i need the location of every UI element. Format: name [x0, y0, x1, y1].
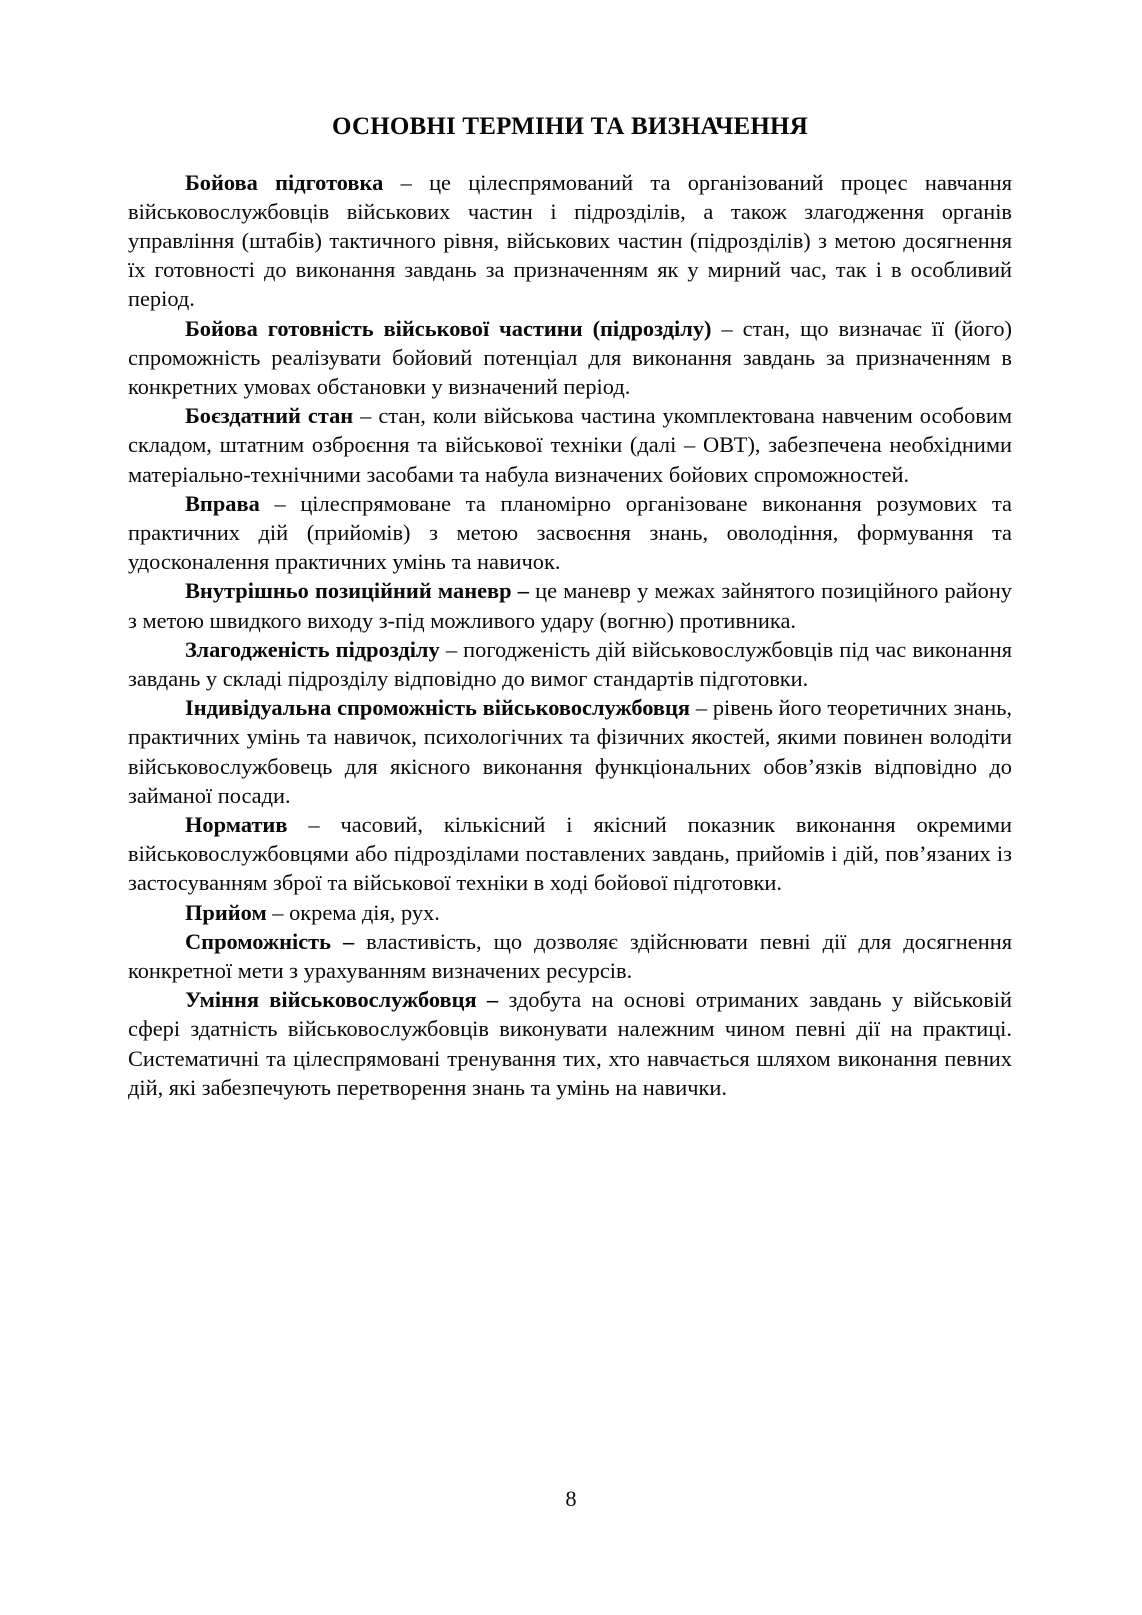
term-name: Уміння військовослужбовця – — [185, 987, 499, 1013]
term-name: Індивідуальна спроможність військовослужбовця — [185, 695, 691, 721]
term-body: – окрема дія, рух. — [266, 899, 440, 925]
term-name: Норматив — [185, 811, 288, 837]
term-name: Злагодженість підрозділу — [185, 636, 440, 662]
term-body: – рівень його теоретичних знань, практичних умінь та навичок, психологічних та фізичних якостей, якими повинен володіти військовослужбовець для якісного виконання функціональних обов’язків відповідно до займаної посади. — [128, 695, 1012, 808]
term-body: – стан, коли військова частина укомплектована навченим особовим складом, штатним озброєння та військової техніки (далі – ОВТ), забезпечена необхідними матеріально-технічними засобами та набула визначених бойових спроможностей. — [128, 403, 1012, 487]
term-body: – стан, що визначає її (його) спроможність реалізувати бойовий потенціал для виконання завдань за призначенням в конкретних умовах обстановки у визначений період. — [128, 315, 1012, 399]
document-body — [128, 112, 1012, 1102]
term-name: Спроможність – — [185, 928, 355, 954]
term-definition — [128, 927, 1012, 985]
term-name: Бойова підготовка — [185, 169, 384, 195]
term-definition — [128, 401, 1012, 489]
term-body: здобута на основі отриманих завдань у військовій сфері здатність військовослужбовців виконувати належним чином певні дії на практиці. Систематичні та цілеспрямовані тренування тих, хто навчається шляхом виконання певних дій, які забезпечують перетворення знань та умінь на навички. — [128, 987, 1012, 1100]
term-name: Бойова готовність військової частини (підрозділу) — [185, 315, 712, 341]
term-definition — [128, 898, 1012, 927]
term-body: – цілеспрямоване та планомірно організоване виконання розумових та практичних дій (прийомів) з метою засвоєння знань, оволодіння, формування та удосконалення практичних умінь та навичок. — [128, 490, 1012, 575]
term-name: Прийом — [185, 899, 267, 925]
term-definition — [128, 576, 1012, 634]
term-name: Внутрішньо позиційний маневр – — [185, 578, 529, 604]
term-body: властивість, що дозволяє здійснювати певні дії для досягнення конкретної мети з урахуванням визначених ресурсів. — [128, 928, 1012, 983]
page-number: 8 — [565, 1486, 577, 1511]
term-definition — [128, 489, 1012, 577]
term-definition — [128, 168, 1012, 314]
term-name: Вправа — [185, 490, 260, 516]
page-title: ОСНОВНІ ТЕРМІНИ ТА ВИЗНАЧЕННЯ — [332, 113, 808, 140]
term-definition — [128, 810, 1012, 898]
term-definition — [128, 985, 1012, 1102]
term-name: Боєздатний стан — [185, 403, 354, 429]
term-body: – погодженість дій військовослужбовців під час виконання завдань у складі підрозділу відповідно до вимог стандартів підготовки. — [128, 636, 1012, 691]
term-body: – часовий, кількісний і якісний показник виконання окремими військовослужбовцями або підрозділами поставлених завдань, прийомів і дій, пов’язаних із застосуванням зброї та військової техніки в ході бойової підготовки. — [128, 811, 1012, 896]
term-body: це маневр у межах зайнятого позиційного району з метою швидкого виходу з-під можливого удару (вогню) противника. — [128, 578, 1013, 633]
term-definition — [128, 635, 1012, 693]
term-definition — [128, 693, 1012, 810]
term-body: – це цілеспрямований та організований процес навчання військовослужбовців військових частин і підрозділів, а також злагодження органів управління (штабів) тактичного рівня, військових частин (підрозділів) з метою досягнення їх готовності до виконання завдань за призначенням як у мирний час, так і в особливий період. — [128, 169, 1012, 312]
terms-list — [128, 168, 1012, 1103]
term-definition — [128, 314, 1012, 402]
